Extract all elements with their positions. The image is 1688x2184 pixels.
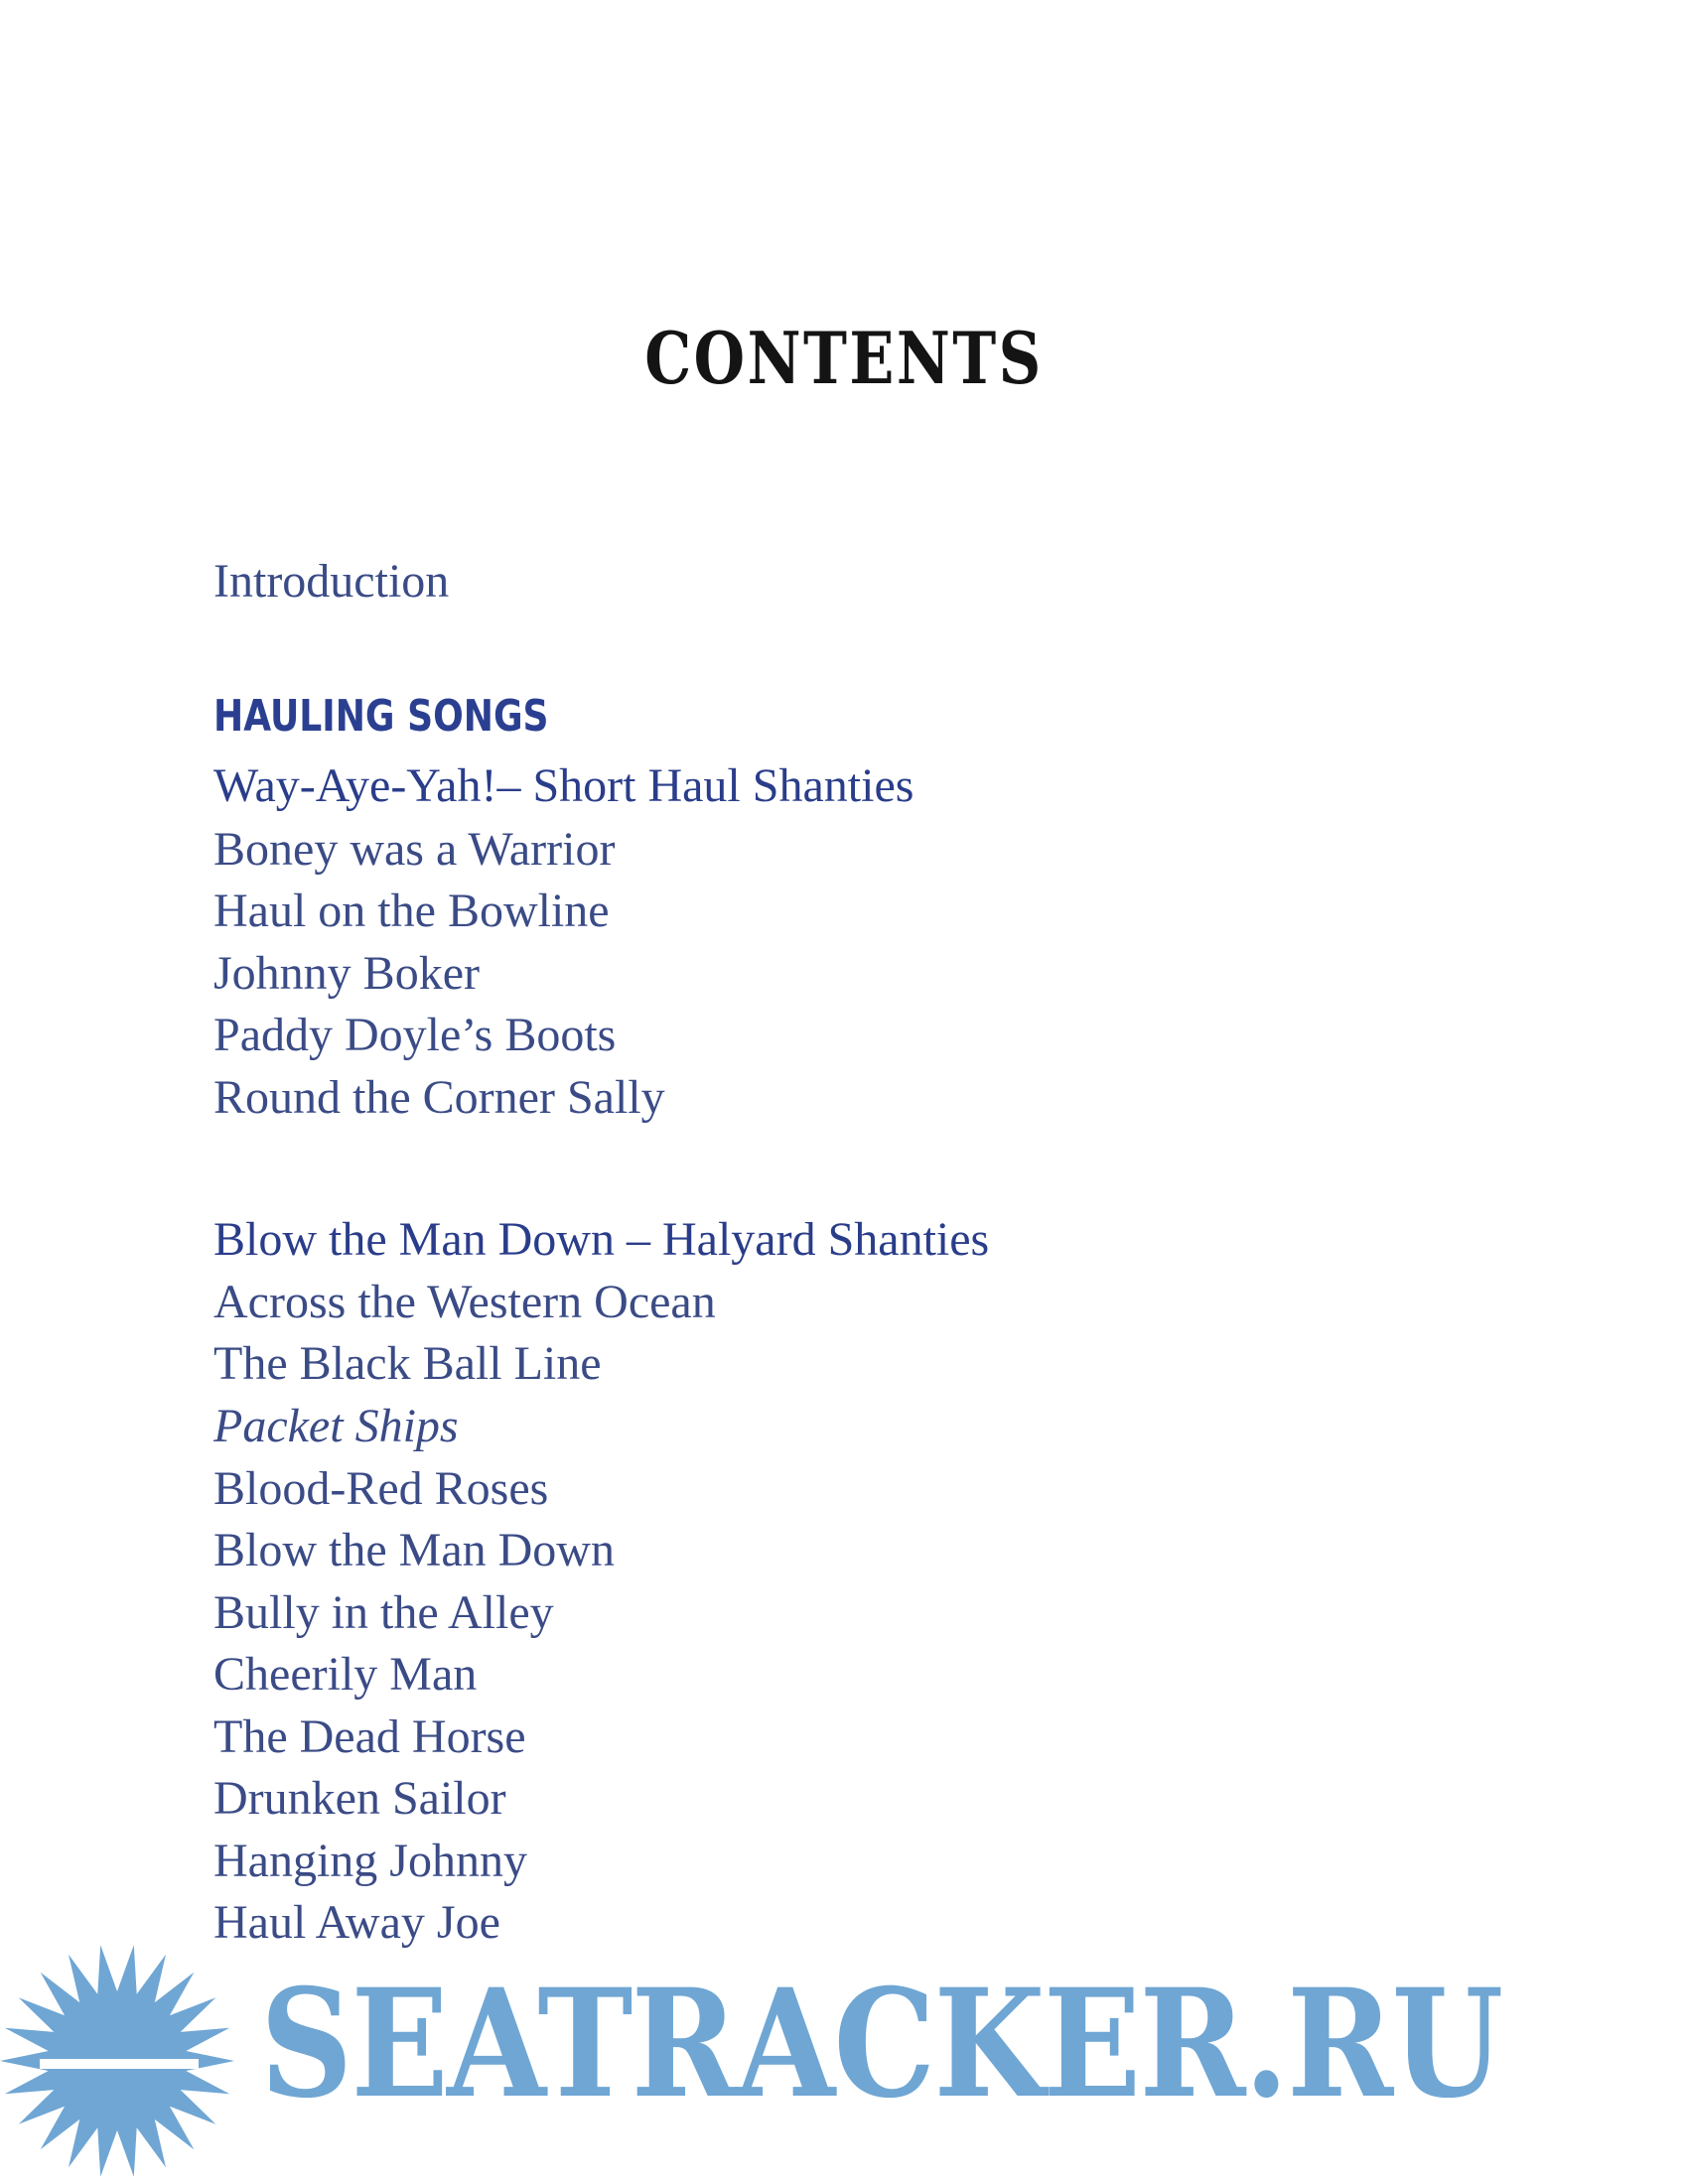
- toc-entry[interactable]: Across the Western Ocean: [213, 1276, 716, 1328]
- toc-entry[interactable]: Bully in the Alley: [213, 1586, 554, 1639]
- toc-entry-italic[interactable]: Packet Ships: [213, 1400, 459, 1452]
- toc-entry[interactable]: The Dead Horse: [213, 1710, 526, 1763]
- toc-entry[interactable]: Blow the Man Down: [213, 1524, 615, 1576]
- sun-icon: [0, 1934, 248, 2184]
- toc-entry[interactable]: Round the Corner Sally: [213, 1071, 665, 1124]
- toc-entry[interactable]: Paddy Doyle’s Boots: [213, 1009, 617, 1061]
- toc-entry[interactable]: Cheerily Man: [213, 1648, 478, 1701]
- toc-entry[interactable]: Haul on the Bowline: [213, 885, 610, 937]
- toc-entry[interactable]: Johnny Boker: [213, 947, 480, 1000]
- toc-entry[interactable]: Hanging Johnny: [213, 1835, 527, 1887]
- toc-entry[interactable]: The Black Ball Line: [213, 1337, 602, 1390]
- watermark: [0, 1934, 1688, 2184]
- toc-entry[interactable]: Drunken Sailor: [213, 1772, 506, 1825]
- toc-group-heading-halyard[interactable]: Blow the Man Down – Halyard Shanties: [213, 1213, 990, 1266]
- toc-entry-introduction[interactable]: Introduction: [213, 555, 450, 608]
- section-heading-hauling-songs: HAULING SONGS: [213, 691, 549, 742]
- toc-entry[interactable]: Blood-Red Roses: [213, 1462, 549, 1515]
- page-title: CONTENTS: [644, 316, 1044, 400]
- watermark-text: SEATRACKER.RU: [260, 1957, 1502, 2131]
- toc-entry[interactable]: Haul Away Joe: [213, 1896, 500, 1949]
- toc-entry[interactable]: Boney was a Warrior: [213, 823, 616, 876]
- toc-group-heading-short-haul[interactable]: Way-Aye-Yah!– Short Haul Shanties: [213, 759, 914, 812]
